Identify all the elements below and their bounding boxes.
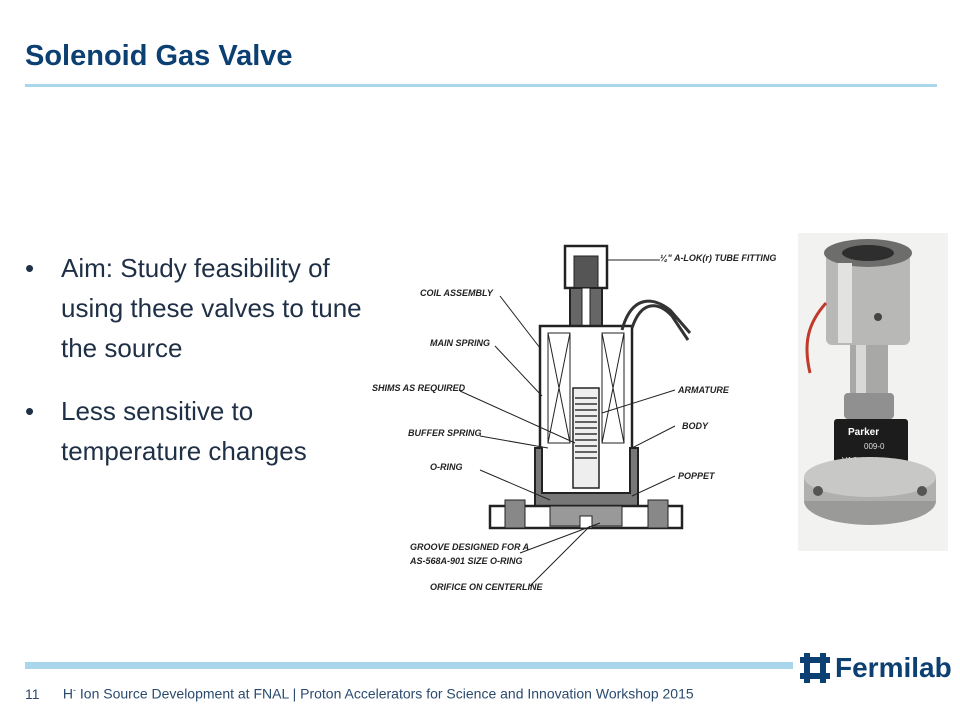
footer-text: Ion Source Development at FNAL | Proton Accelerators for Science and Innovation Workshop 2015: [76, 685, 694, 702]
label-shims: SHIMS AS REQUIRED: [372, 383, 466, 393]
fermilab-logo-text: Fermilab: [835, 652, 952, 683]
label-tube-fitting: ¼" A-LOK(r) TUBE FITTING: [660, 253, 777, 263]
bullet-text: Less sensitive to temperature changes: [61, 396, 307, 466]
photo-label-line1: 009-0: [864, 442, 885, 451]
page-number: 11: [25, 685, 40, 702]
label-buffer-spring: BUFFER SPRING: [408, 428, 482, 438]
label-poppet: POPPET: [678, 471, 715, 481]
label-armature: ARMATURE: [678, 385, 729, 395]
label-groove-line1: GROOVE DESIGNED FOR A: [410, 542, 530, 552]
fermilab-logo-icon: [800, 653, 830, 683]
valve-cross-section-diagram: [370, 238, 790, 610]
valve-photo: [798, 233, 948, 551]
label-main-spring: MAIN SPRING: [430, 338, 491, 348]
footer-text-prefix: H: [62, 685, 74, 702]
label-groove-line2: AS-568A-901 SIZE O-RING: [410, 556, 523, 566]
photo-label-brand: Parker: [848, 427, 880, 438]
label-body: BODY: [682, 421, 709, 431]
title-divider: [25, 84, 937, 87]
label-orifice: ORIFICE ON CENTERLINE: [430, 582, 543, 592]
bullet-text: Aim: Study feasibility of using these valves to tune the source: [61, 253, 362, 363]
footer: [25, 685, 694, 702]
bullet-mark: •: [25, 253, 35, 283]
slide-title: Solenoid Gas Valve: [25, 40, 293, 72]
footer-text-superscript: -: [73, 685, 77, 695]
footer-divider: [25, 662, 793, 669]
bullet-item: [25, 248, 370, 368]
bullet-item: [25, 391, 370, 471]
bullet-mark: •: [25, 396, 35, 426]
label-o-ring: O-RING: [430, 462, 463, 472]
label-coil-assembly: COIL ASSEMBLY: [420, 288, 493, 298]
bullet-list: [25, 248, 370, 494]
fermilab-logo: [800, 652, 952, 684]
